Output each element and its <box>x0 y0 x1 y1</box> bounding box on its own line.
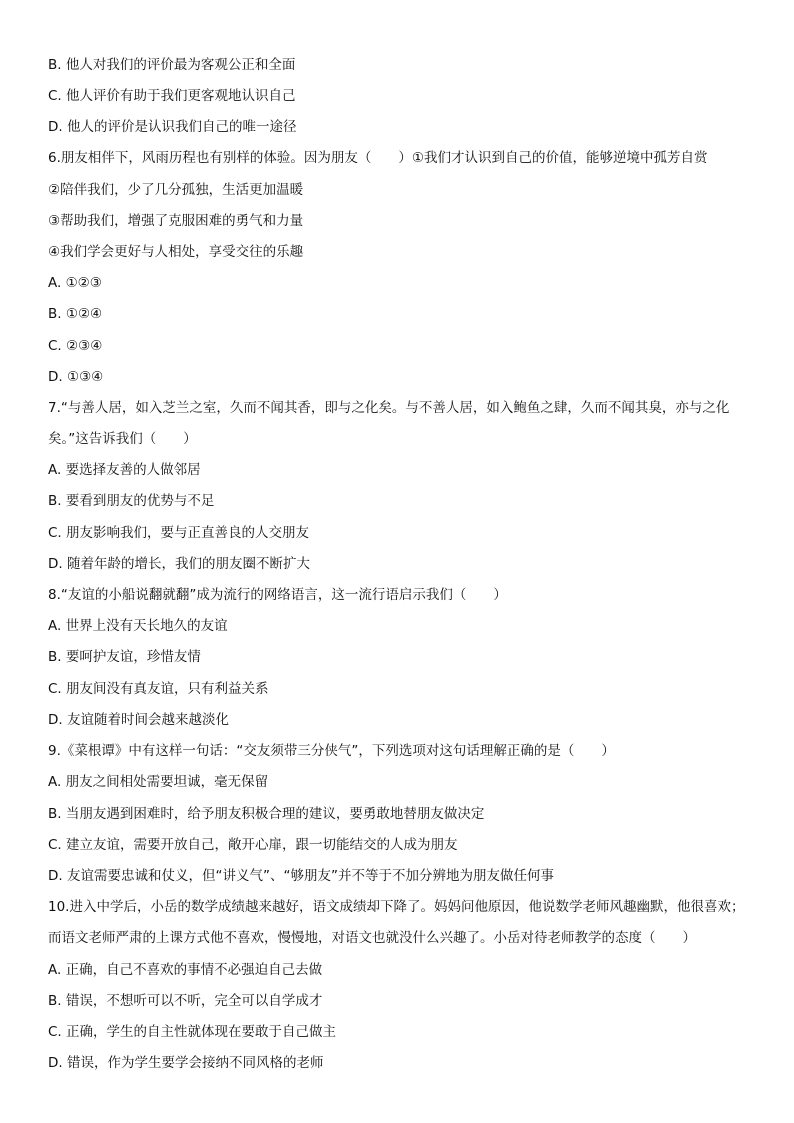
q6-statement-4: ④我们学会更好与人相处，享受交往的乐趣 <box>48 244 304 260</box>
q8-option-b: B. 要呵护友谊，珍惜友情 <box>48 649 201 665</box>
q10-stem-line-1: 10.进入中学后，小岳的数学成绩越来越好，语文成绩却下降了。妈妈问他原因，他说数学老师风趣幽默，他很喜欢； <box>48 899 745 915</box>
q9-option-d: D. 友谊需要忠诚和仗义，但“讲义气”、“够朋友”并不等于不加分辨地为朋友做任何事 <box>48 868 554 884</box>
q6-option-b: B. ①②④ <box>48 306 103 322</box>
q7-option-c: C. 朋友影响我们，要与正直善良的人交朋友 <box>48 525 310 541</box>
q7-option-b: B. 要看到朋友的优势与不足 <box>48 493 215 509</box>
q8-option-c: C. 朋友间没有真友谊，只有利益关系 <box>48 681 269 697</box>
q10-option-c: C. 正确，学生的自主性就体现在要敢于自己做主 <box>48 1024 337 1040</box>
q8-option-d: D. 友谊随着时间会越来越淡化 <box>48 712 229 728</box>
q10-option-a: A. 正确，自己不喜欢的事情不必强迫自己去做 <box>48 962 323 978</box>
q6-stem: 6.朋友相伴下，风雨历程也有别样的体验。因为朋友（ ）①我们才认识到自己的价值，能够逆境中孤芳自赏 <box>48 150 708 166</box>
q7-stem-line-2: 矣。”这告诉我们（ ） <box>48 431 197 447</box>
q6-statement-2: ②陪伴我们，少了几分孤独，生活更加温暖 <box>48 182 304 198</box>
q7-option-a: A. 要选择友善的人做邻居 <box>48 462 201 478</box>
q6-option-a: A. ①②③ <box>48 275 102 291</box>
q5-option-c: C. 他人评价有助于我们更客观地认识自己 <box>48 88 296 104</box>
q8-stem: 8.“友谊的小船说翻就翻”成为流行的网络语言，这一流行语启示我们（ ） <box>48 587 507 603</box>
q9-option-a: A. 朋友之间相处需要坦诚，毫无保留 <box>48 774 269 790</box>
q8-option-a: A. 世界上没有天长地久的友谊 <box>48 618 228 634</box>
q10-option-b: B. 错误，不想听可以不听，完全可以自学成才 <box>48 993 323 1009</box>
q6-statement-3: ③帮助我们，增强了克服困难的勇气和力量 <box>48 213 304 229</box>
q7-stem-line-1: 7.“与善人居，如入芝兰之室，久而不闻其香，即与之化矣。与不善人居，如入鲍鱼之肆，久而不闻其臭，亦与之化 <box>48 400 730 416</box>
q7-option-d: D. 随着年龄的增长，我们的朋友圈不断扩大 <box>48 556 310 572</box>
q9-option-c: C. 建立友谊，需要开放自己，敞开心扉，跟一切能结交的人成为朋友 <box>48 837 458 853</box>
q6-option-c: C. ②③④ <box>48 338 103 354</box>
q10-stem-line-2: 而语文老师严肃的上课方式他不喜欢，慢慢地，对语文也就没什么兴趣了。小岳对待老师教学的态度（ ） <box>48 930 696 946</box>
q6-option-d: D. ①③④ <box>48 369 104 385</box>
q10-option-d: D. 错误，作为学生要学会接纳不同风格的老师 <box>48 1055 324 1071</box>
q9-stem: 9.《菜根谭》中有这样一句话：“交友须带三分侠气”，下列选项对这句话理解正确的是（ ） <box>48 743 615 759</box>
q9-option-b: B. 当朋友遇到困难时，给予朋友积极合理的建议，要勇敢地替朋友做决定 <box>48 806 485 822</box>
q5-option-b: B. 他人对我们的评价最为客观公正和全面 <box>48 57 296 73</box>
q5-option-d: D. 他人的评价是认识我们自己的唯一途径 <box>48 119 297 135</box>
